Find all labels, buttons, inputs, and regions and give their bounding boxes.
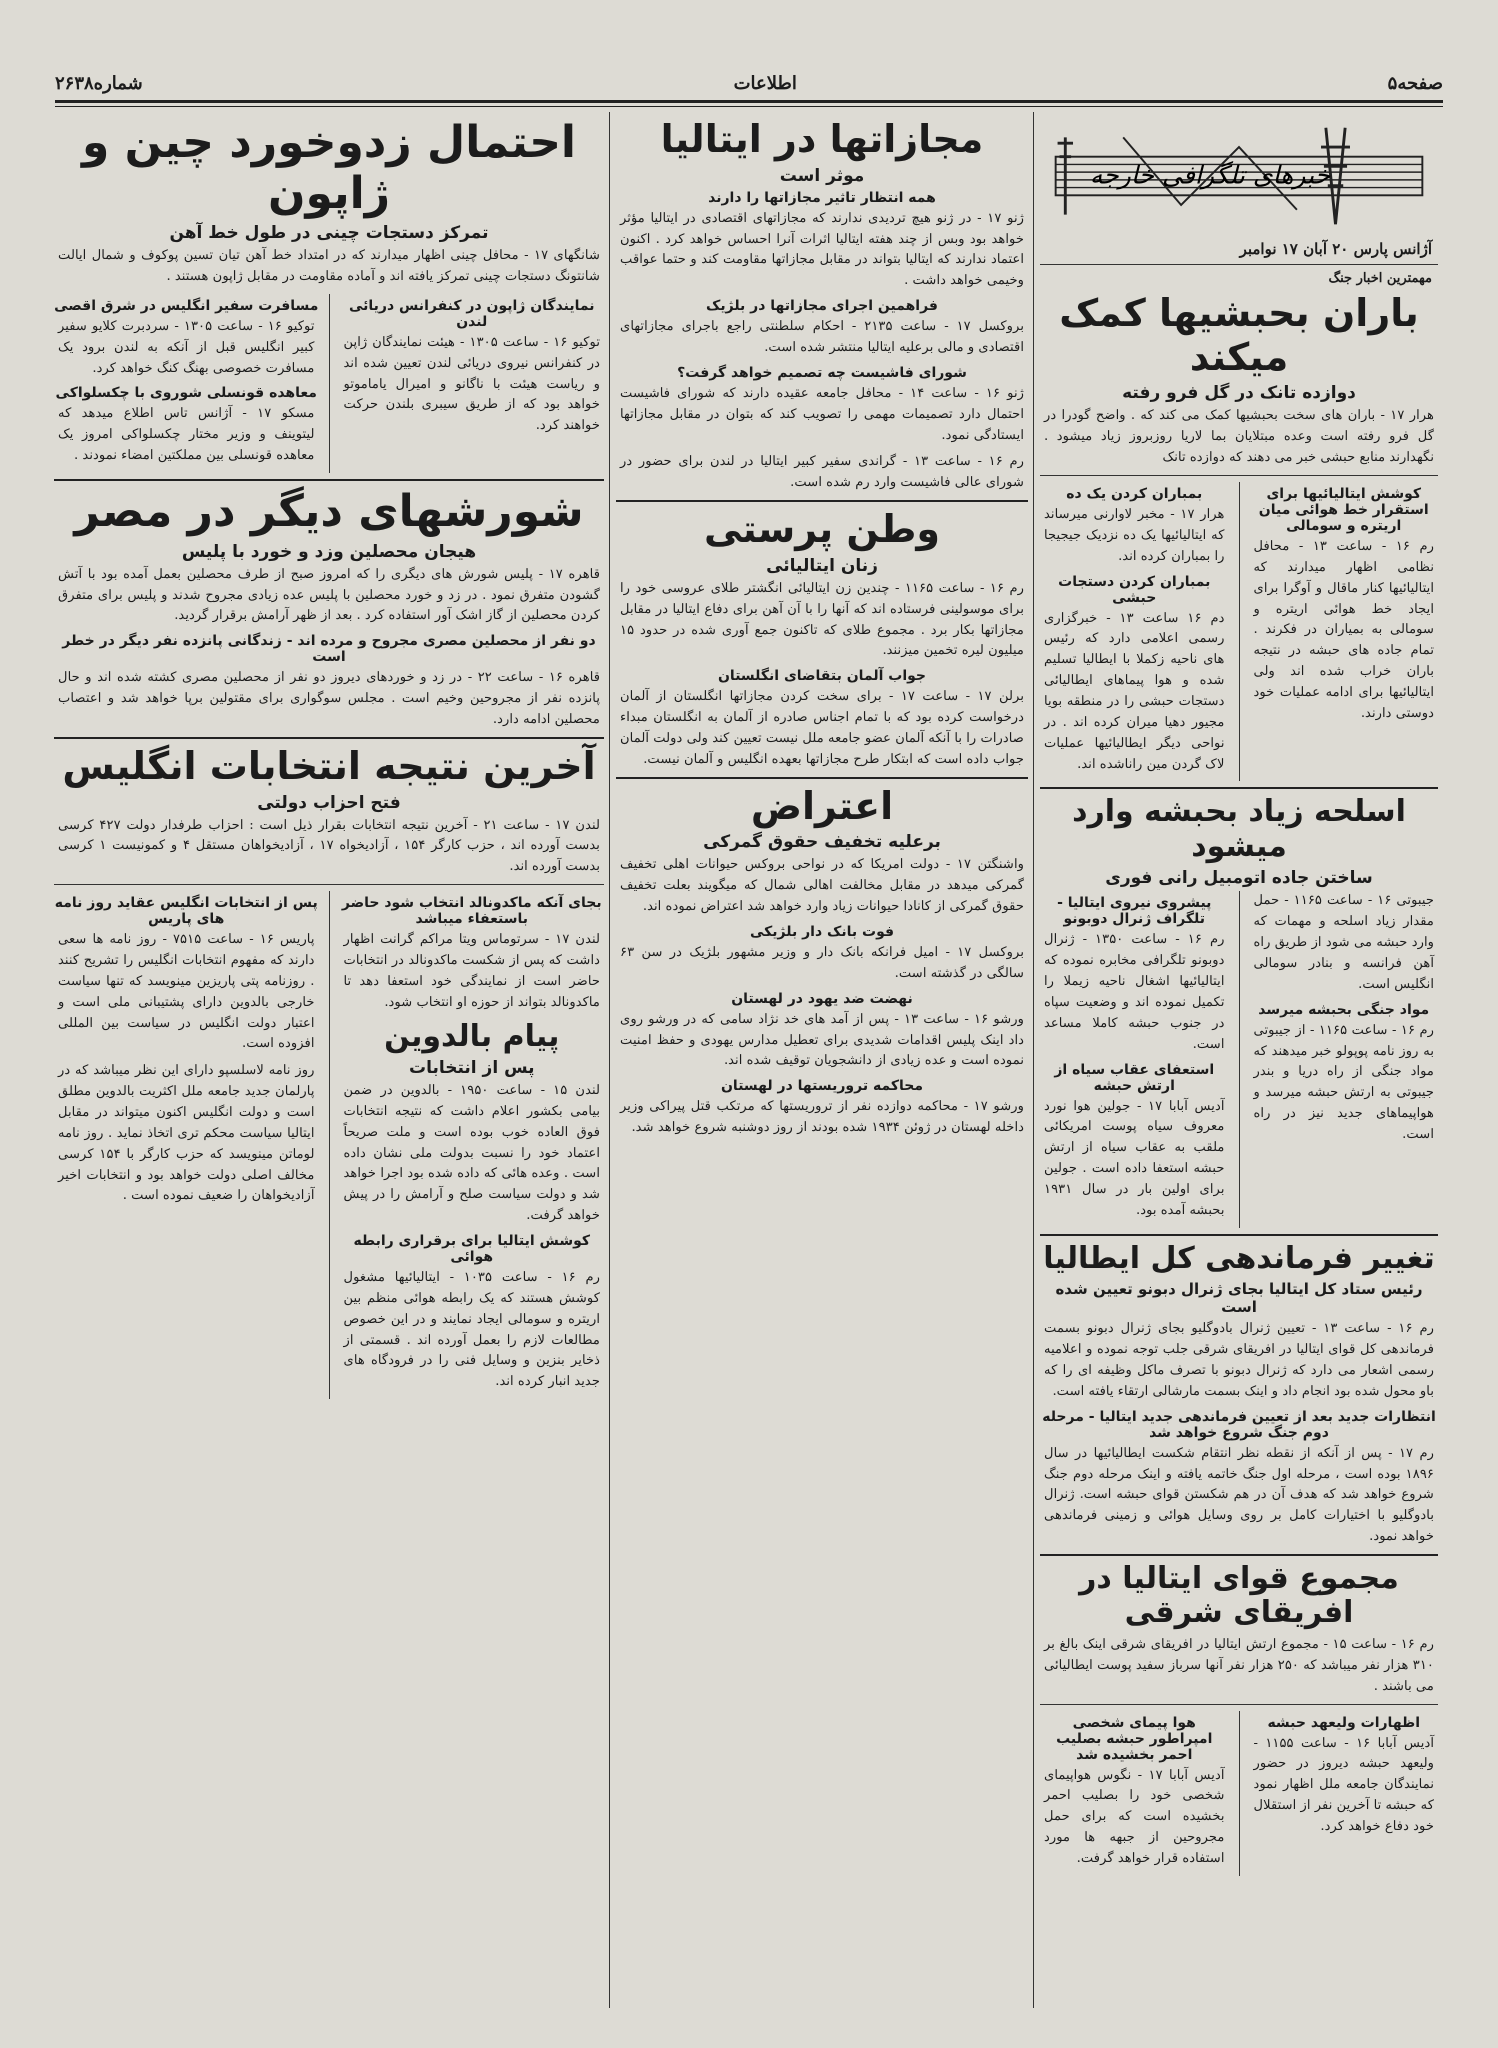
subheadline: انتظارات جدید بعد از تعیین فرماندهی جدید ایتالیا - مرحله دوم جنگ شروع خواهد شد	[1042, 1408, 1436, 1441]
column-foreign-news	[1040, 112, 1438, 2008]
article-body: رم ۱۶ - ساعت ۱۳ - محافل نظامی اظهار میدارند که ایتالیائیها کنار ماقال و آوگرا برای ایجاد خط هوائی اریتره و سومالی به بمیاران در فکرند . تمام جاده های حبشه در نتیجه باران خراب شده اند ولی ایتالیائیها برای ادامه عملیات خود دوستی دارند.	[1253, 538, 1435, 721]
article-body: روز نامه لاسلسپو دارای این نظر میباشد که در پارلمان جدید جامعه ملل اکثریت بالدوین مطلق است و دولت انگلیس اکنون میتواند در مقابل ایتالیا سیاست محکم تری اتخاذ نماید . روز نامه لوماتن مینویسد که حزب کارگر با ۱۵۴ کرسی مخالف اصلی دولت خواهد بود و انتخابات اخیر آزادیخواهان را ضعیف نموده است .	[58, 1063, 315, 1204]
article-body: بروکسل ۱۷ - امیل فرانکه بانک دار و وزیر مشهور بلژیک در سن ۶۳ سالگی در گذشته است.	[620, 944, 1024, 981]
article-body: رم ۱۶ - ساعت ۱۱۶۵ - چندین زن ایتالیائی انگشتر طلای عروسی خود را برای موسولینی فرستاده اند که آنها را با آن آهن برای دفاع ایتالیا در مقابل مجازاتها بکار برد . مجموع طلای که تاکنون جمع آوری شده در حدود ۱۵ میلیون لیره تخمین میزنند.	[620, 580, 1024, 659]
subheadline: زنان ایتالیائی	[766, 555, 878, 576]
headline-baldwin-message: پیام بالدوین	[384, 1018, 560, 1054]
telegraph-logo-icon	[1046, 116, 1432, 236]
article-body: رم ۱۶ - ساعت ۱۳۵۰ - ژنرال دوبونو تلگرافی مخابره نموده که ایتالیائیها اشغال ناحیه زیملا را تکمیل نموده اند و وضعیت سپاه در جنوب حبشه کاملا مساعد است.	[1044, 932, 1225, 1052]
article-body: قاهره ۱۷ - پلیس شورش های دیگری را که امروز صبح از طرف محصلین بعمل آمده بود با آتش گشودن متفرق نمود . در زد و خورد محصلین با پلیس عده زیادی مجروح شدند و پلیس برای متفرق کردن محصلین از گاز اشک آور استفاده کرد . بعد از ظهر آرامش برقرار گردید.	[58, 566, 601, 624]
masthead	[55, 68, 1443, 98]
dateline: آژانس پارس ۲۰ آبان ۱۷ نوامبر	[1239, 240, 1432, 258]
article-body: بروکسل ۱۷ - ساعت ۲۱۳۵ - احکام سلطنتی راجع باجرای مجازاتهای اقتصادی و مالی برعلیه ایتالیا منتشر شده است.	[620, 319, 1024, 355]
column-divider	[609, 112, 610, 2008]
subheadline: کوشش ایتالیا برای برقراری رابطه هوائی	[353, 1233, 591, 1266]
article-body: لندن ۱۵ - ساعت ۱۹۵۰ - بالدوین در ضمن بیامی بکشور اعلام داشت که نتیجه انتخابات فوق العاده خوب بوده است و ملت صریحاً اعتماد خود را نسبت بدولت ملی نشان داده است . وعده هائی که داده شده بود اجرا خواهد شد و دولت سیاست صلح و آرامش را در پیش خواهد گرفت.	[343, 1083, 601, 1224]
article-body: شانگهای ۱۷ - محافل چینی اظهار میدارند که در امتداد خط آهن تیان تسین پوکوف و شمال ایالت شانتونگ دستجات چینی تمرکز یافته اند و آماده مقاومت در مقابل ژاپون هستند .	[58, 248, 601, 285]
section-label: مهمترین اخبار جنگ	[1328, 271, 1432, 286]
article-body: لندن ۱۷ - ساعت ۲۱ - آخرین نتیجه انتخابات بقرار ذیل است : احزاب طرفدار دولت ۴۲۷ کرسی بدست آورده اند ، حزب کارگر ۱۵۴ ، آزادیخواه ۱۷ ، آزادیخواهان مستقل ۴ و کمونیست ۱ کرسی بدست آورده اند.	[58, 817, 600, 875]
paper-name: اطلاعات	[733, 72, 797, 94]
subheadline: موثر است	[779, 165, 865, 186]
subheadline: برعلیه تخفیف حقوق گمرکی	[703, 832, 941, 853]
subheadline: همه انتظار تاثیر مجازاتها را دارند	[708, 189, 936, 206]
logo-caption: خبرهای تلگرافی خارجه	[1089, 160, 1331, 190]
article-body: رم ۱۶ - ساعت ۱۳ - گراندی سفیر کبیر ایتالیا در لندن برای حضور در شورای عالی فاشیست وارد رم شده است.	[620, 454, 1024, 491]
article-body: برلن ۱۷ - ساعت ۱۷ - برای سخت کردن مجازاتها انگلستان از آلمان درخواست کرده بود که با تمام اجناس صادره از آلمان به انگلستان مبداء صادرات را با آنکه آلمان عضو جامعه ملل نیست تعیین کند ولی دولت آلمان جواب داده است که ابتکار طرح مجازاتها بعهده انگلیس و آلمان نیست.	[620, 689, 1024, 767]
subheadline: فراهمین اجرای مجازاتها در بلژیک	[706, 298, 938, 315]
article-body: آدیس آبابا ۱۷ - جولین هوا نورد معروف سیاه پوست امریکائی ملقب به عقاب سیاه از ارتش حبشه استعفا داده است . جولین برای اولین بار در سال ۱۹۳۱ بحبشه آمده بود.	[1044, 1098, 1225, 1218]
subheadline: مسافرت سفیر انگلیس در شرق اقصی	[54, 297, 319, 314]
article-body: آدیس آبابا ۱۷ - نگوس هواپیمای شخصی خود را بصلیب احمر بخشیده است که برای حمل مجروحین از جبهه ها مورد استفاده قرار خواهد گرفت.	[1044, 1767, 1225, 1866]
headline-china-japan: احتمال زدوخورد چین و ژاپون	[82, 117, 576, 219]
subheadline: تمرکز دستجات چینی در طول خط آهن	[169, 223, 489, 244]
subheadline: دو نفر از محصلین مصری مجروح و مرده اند - زندگانی پانزده نفر دیگر در خطر است	[62, 633, 596, 666]
column-sanctions	[616, 112, 1028, 2008]
article-body: ورشو ۱۷ - محاکمه دوازده نفر از تروریستها که مرتکب قتل پیراکی وزیر داخله لهستان در ژوئن ۱۹۳۴ شده بودند از روز دوشنبه شروع خواهد شد.	[620, 1099, 1024, 1136]
article-body: جیبوتی ۱۶ - ساعت ۱۱۶۵ - حمل مقدار زیاد اسلحه و مهمات که وارد حبشه می شود از طریق راه آهن فرانسه و بنادر سومالی انگلیس است.	[1253, 893, 1435, 992]
subheadline: دوازده تانک در گل فرو رفته	[1122, 383, 1356, 404]
article-body: رم ۱۶ - ساعت ۱۳ - تعیین ژنرال بادوگلیو بجای ژنرال دبونو بسمت فرماندهی کل قوای ایتالیا در افریقای شرقی جلب توجه نموده و اعلامیه رسمی اشعار می دارد که ژنرال دبونو با تصرف ماکل وظیفه ای را که باو محول شده بود انجام داد و اینک بسمت مارشالی ارتقاء یافته است.	[1044, 1321, 1434, 1399]
subheadline: بمباران کردن یک ده	[1066, 485, 1203, 502]
subheadline: محاکمه تروریستها در لهستان	[720, 1078, 923, 1095]
headline-patriotism: وطن پرستی	[703, 507, 941, 552]
article-body: واشنگتن ۱۷ - دولت امریکا که در نواحی بروکس حیوانات اهلی تخفیف گمرکی میدهد در مقابل مخالفت اهالی شمال که میگویند بعلت تخفیف حقوق گمرکی از کانادا حیوانات زیاد وارد خواهد شد اعتراض نموده اند.	[620, 857, 1024, 915]
headline-rain-helps: باران بحبشیها کمک میکند	[1059, 291, 1419, 379]
subheadline: کوشش ایتالیائیها برای استقرار خط هوائی میان اریتره و سومالی	[1258, 485, 1429, 534]
split-articles	[1040, 891, 1438, 1227]
subheadline: جواب آلمان بتقاضای انگلستان	[717, 668, 926, 685]
subheadline: ساختن جاده اتومبیل رانی فوری	[1105, 868, 1373, 889]
article-body: رم ۱۶ - ساعت ۱۰۳۵ - ایتالیائیها مشغول کوشش هستند که یک رابطه هوائی منظم بین اریتره و سومالی ایجاد نمایند و در این خصوص مطالعات لازم را بعمل آورده اند . قسمتی از ذخایر بنزین و وسایل فنی را در فرودگاه های جدید انبار کرده اند.	[343, 1270, 600, 1390]
article-body: ژنو ۱۶ - ساعت ۱۴ - محافل جامعه عقیده دارند که شورای فاشیست احتمال دارد تصمیمات مهمی را تصویب کند که بتوان در مقابل مجازاتها ایستادگی نمود.	[620, 385, 1025, 443]
page-label: صفحه۵	[1387, 72, 1443, 94]
subheadline: فوت بانک دار بلژیکی	[749, 923, 895, 940]
article-body: ژنو ۱۷ - در ژنو هیچ تردیدی ندارند که مجازاتهای اقتصادی در ایتالیا مؤثر خواهد بود وبس از چند هفته ایتالیا اثرات آنرا احساس خواهد کرد . اکنون اعتماد ندارند که ایتالیا بتواند در مقابل مجازاتها مقاومت کند و حتما عواقب وخیمی خواهد داشت .	[620, 210, 1024, 289]
split-articles	[54, 294, 604, 473]
subheadline: مواد جنگی بحبشه میرسد	[1258, 1001, 1430, 1018]
headline-uk-election: آخرین نتیجه انتخابات انگلیس	[62, 743, 596, 788]
article-body: توکیو ۱۶ - ساعت ۱۳۰۵ - هیئت نمایندگان ژاپن در کنفرانس نیروی دریائی لندن تعیین شده اند و ریاست هیئت با ناگانو و امیرال یاماموتو خواهد بود که از طریق سیبری بلندن حرکت خواهند کرد.	[343, 334, 600, 434]
headline-sanctions-italy: مجازاتها در ایتالیا	[660, 117, 984, 161]
headline-weapons: اسلحه زیاد بحبشه وارد میشود	[1072, 794, 1406, 864]
article-body: ورشو ۱۶ - ساعت ۱۳ - پس از آمد های خد نژاد سامی که در ورشو روی داد اینک پلیس اقدامات شدیدی برای تعطیل مدارس یهودی و حفظ امنیت نموده است و عده زیادی از دانشجویان توقیف شده اند.	[620, 1011, 1024, 1069]
article-body: لندن ۱۷ - سرتوماس ویتا مراکم گرانت اظهار داشت که پس از شکست ماکدونالد در انتخابات حاضر است از نمایندگی خود استعفا دهد تا ماکدونالد بتواند از حوزه او انتخاب شود.	[343, 932, 601, 1010]
article-body: مسکو ۱۷ - آژانس تاس اطلاع میدهد که لیتوینف و وزیر مختار چکسلواکی امروز یک معاهده قونسلی بین مملکتین امضاء نمودند .	[58, 406, 315, 464]
split-articles	[1040, 482, 1438, 781]
subheadline: معاهده قونسلی شوروی با چکسلواکی	[55, 385, 317, 402]
article-body: توکیو ۱۶ - ساعت ۱۳۰۵ - سردبرت کلایو سفیر کبیر انگلیس قبل از آنکه به لندن برود یک مسافرت خصوصی بهنگ کنگ خواهد کرد.	[58, 318, 315, 376]
split-articles	[54, 891, 604, 1399]
subheadline: رئیس ستاد کل ایتالیا بجای ژنرال دبونو تعیین شده است	[1055, 1280, 1423, 1317]
subheadline: بمباران کردن دستجات حبشی	[1058, 573, 1211, 606]
subheadline: فتح احزاب دولتی	[257, 792, 401, 813]
subheadline: اظهارات ولیعهد حبشه	[1267, 1714, 1421, 1731]
article-body: هرار ۱۷ - باران های سخت بحبشیها کمک می کند که . واضح گودرا در گل فرو رفته است وعده مبتلایان بما لاریا روزبروز زیاد میشود . نگهدارند منابع حبشی خبر می دهند که دوازده تانک	[1044, 408, 1434, 466]
issue-number: شماره۲۶۳۸	[55, 72, 143, 94]
subheadline: استعفای عقاب سیاه از ارتش حبشه	[1054, 1061, 1215, 1094]
subheadline: هیجان محصلین وزد و خورد با پلیس	[181, 541, 477, 562]
headline-command-change: تغییر فرماندهی کل ایطالیا	[1043, 1240, 1435, 1276]
column-divider	[1033, 112, 1034, 2008]
subheadline: نمایندگان ژاپون در کنفرانس دریائی لندن	[348, 297, 595, 330]
split-articles	[1040, 1711, 1438, 1876]
section-logo	[1046, 116, 1432, 236]
subheadline: پس از انتخابات انگلیس عقاید روز نامه های پاریس	[54, 895, 318, 928]
masthead-rule	[55, 100, 1443, 103]
column-world-news	[54, 112, 604, 2008]
headline-protest: اعتراض	[750, 783, 894, 828]
article-body: پاریس ۱۶ - ساعت ۷۵۱۵ - روز نامه ها سعی دارند که مفهوم انتخابات انگلیس را تشریح کنند . روزنامه پتی پاریزین مینویسد که تنها سیاست خارجی بالدوین دارای پشتیبانی ملی است و اعتبار دولت انگلیس در سیاست بین المللی افزوده است.	[58, 932, 315, 1052]
subheadline: هوا پیمای شخصی امپراطور حبشه بصلیب احمر بخشیده شد	[1056, 1714, 1213, 1763]
article-body: هرار ۱۷ - مخبر لاوارنی میرساند که ایتالیائیها یک ده نزدیک جیجیجا را بمباران کرده اند.	[1044, 506, 1225, 564]
subheadline: بجای آنکه ماکدونالد انتخاب شود حاضر باستعفاء میباشد	[341, 895, 602, 928]
article-body: آدیس آبابا ۱۶ - ساعت ۱۱۵۵ - ولیعهد حبشه دیروز در حضور نمایندگان جامعه ملل اظهار نمود که حبشه تا آخرین نفر از استقلال خود دفاع خواهد کرد.	[1253, 1735, 1434, 1834]
headline-east-africa-forces: مجموع قوای ایتالیا در افریقای شرقی	[1079, 1560, 1399, 1631]
article-body: رم ۱۶ - ساعت ۱۱۶۵ - از جیبوتی به روز نامه پوپولو خبر میدهند که مواد جنگی از راه دریا و بندر جیبوتی به ارتش حبشه میرسد و هواپیماهای جدید نیز در راه است.	[1253, 1022, 1434, 1142]
subheadline: نهضت ضد یهود در لهستان	[731, 990, 913, 1007]
article-body: دم ۱۶ ساعت ۱۳ - خبرگزاری رسمی اعلامی دارد که رئیس های ناحیه زکملا با ایطالیا تسلیم شده و هوا پیماهای ایطالیائی دستجات حبشی را در منطقه بویا مجیور دهیا میران کرده اند . در نواحی دیگر ایطالیائیها عملیات لاک گردن مین راناشده اند.	[1044, 610, 1225, 772]
subheadline: پیشروی نیروی ایتالیا - تلگراف ژنرال دوبونو	[1057, 895, 1212, 928]
article-body: رم ۱۶ - ساعت ۱۵ - مجموع ارتش ایتالیا در افریقای شرقی اینک بالغ بر ۳۱۰ هزار نفر میباشد که ۲۵۰ هزار نفر آنها سرباز سفید پوست ایطالیائی می باشند .	[1044, 1636, 1434, 1694]
headline-egypt-riots: شورشهای دیگر در مصر	[74, 486, 584, 538]
subheadline: شورای فاشیست چه تصمیم خواهد گرفت؟	[677, 364, 967, 381]
masthead-rule-thin	[55, 106, 1443, 107]
article-body: قاهره ۱۶ - ساعت ۲۲ - در زد و خوردهای دیروز دو نفر از محصلین مصری کشته شده اند و حال پانزده نفر از مجروحین وخیم است . مجلس سوگواری برای مقتولین برپا خواهد شد و اعتصاب محصلین ادامه دارد.	[58, 670, 601, 727]
article-body: رم ۱۷ - پس از آنکه از نقطه نظر انتقام شکست ایطالیائیها در سال ۱۸۹۶ بوده است ، مرحله اول جنگ خاتمه یافته و اینک مرحله دوم جنگ شروع خواهد شد که هدف آن در هم شکستن قوای حبشه است. ژنرال بادوگلیو با اختیارات کامل بر روی وسایل هوائی و زمینی فرماندهی خواهد نمود.	[1044, 1445, 1434, 1545]
subheadline: پس از انتخابات	[409, 1058, 535, 1079]
